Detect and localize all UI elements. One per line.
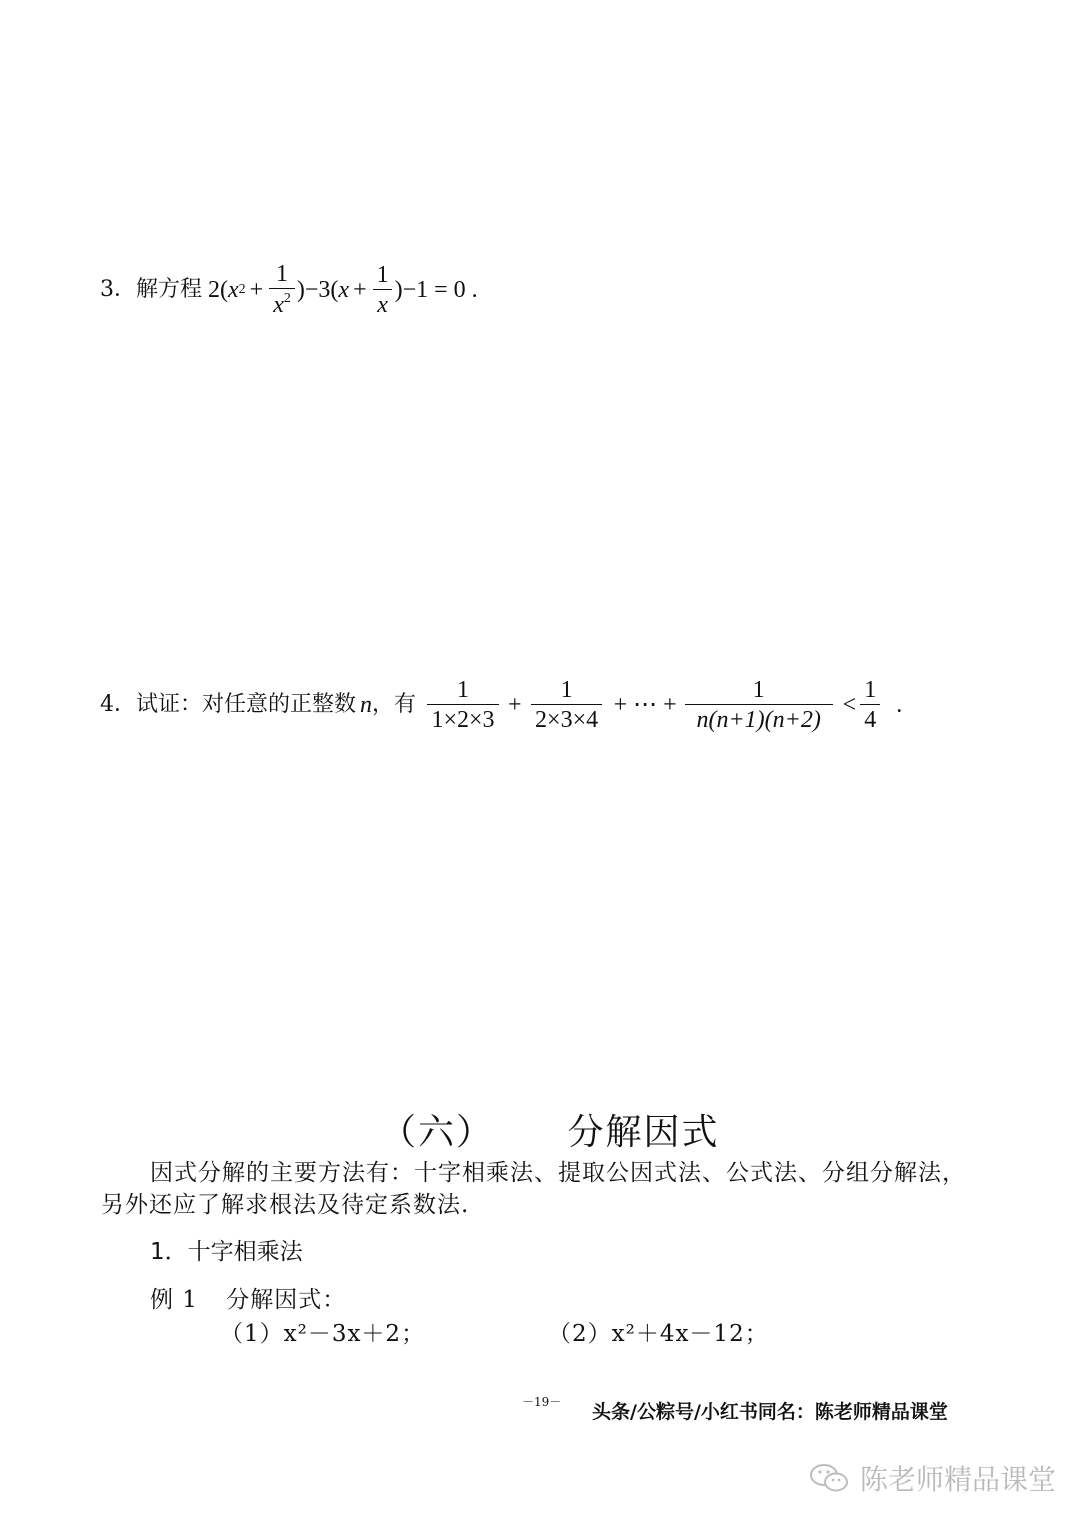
- variable-n: n: [360, 692, 373, 718]
- problem-number: 4．: [100, 692, 136, 717]
- fraction: [528, 678, 606, 732]
- fraction: [373, 263, 393, 317]
- fraction-numerator: 1: [276, 261, 289, 287]
- fraction-numerator: 1: [752, 677, 765, 703]
- eq-part: )−3(: [296, 276, 339, 303]
- eq-op: +: [353, 276, 367, 303]
- eq-exponent: 2: [238, 281, 246, 297]
- fraction-denominator: x: [373, 289, 392, 317]
- intro-line-1: 因式分解的主要方法有：十字相乘法、提取公因式法、公式法、分组分解法，: [150, 1160, 966, 1186]
- eq-op: +: [249, 276, 264, 303]
- eq-op: + ⋯ +: [613, 692, 677, 718]
- example-label: 例 1: [150, 1287, 198, 1313]
- page-number: －19－: [522, 1395, 562, 1409]
- fraction-denominator: 4: [860, 704, 880, 732]
- example-1: [150, 1281, 346, 1314]
- intro-line-2: 另外还应了解求根法及待定系数法.: [101, 1192, 470, 1218]
- footer-brand: 头条/公粽号/小红书同名：陈老师精品课堂: [592, 1401, 948, 1423]
- fraction-denominator: 2×3×4: [531, 704, 602, 732]
- problem-3: [100, 262, 478, 317]
- fraction-numerator: 1: [457, 677, 470, 703]
- eq-var: x: [273, 292, 284, 318]
- eq-exponent: 2: [283, 291, 291, 306]
- subsection-heading: 1．十字相乘法: [150, 1239, 303, 1265]
- fraction-numerator: 1: [864, 677, 877, 703]
- fraction: [860, 678, 880, 732]
- wechat-icon: [808, 1461, 852, 1495]
- section-title: [380, 1104, 719, 1155]
- fraction-denominator: n(n+1)(n+2): [685, 704, 833, 732]
- eq-op: <: [842, 692, 857, 718]
- example-text: 分解因式：: [226, 1287, 347, 1313]
- fraction-denominator: [269, 288, 295, 317]
- fraction: [685, 678, 833, 732]
- section-number: （六）: [380, 1112, 495, 1153]
- eq-part: )−1 = 0 .: [394, 276, 478, 303]
- eq-var: x: [228, 276, 239, 303]
- fraction-denominator: 1×2×3: [427, 704, 498, 732]
- inequality: [422, 678, 902, 732]
- eq-part: 2(: [208, 276, 229, 303]
- problem-lead-text: 试证：对任意的正整数: [136, 692, 357, 717]
- eq-var: x: [338, 276, 350, 303]
- example-item-1: （1）x²－3x＋2；: [220, 1321, 426, 1347]
- watermark-text: 陈老师精品课堂: [860, 1463, 1057, 1496]
- fraction-numerator: 1: [560, 677, 573, 703]
- section-title-text: 分解因式: [567, 1112, 720, 1153]
- fraction: [269, 262, 295, 317]
- problem-lead-text: ，有: [372, 692, 417, 717]
- equation: [208, 262, 478, 317]
- problem-4: [100, 678, 902, 732]
- fraction: [424, 678, 502, 732]
- problem-lead-text: 解方程: [136, 276, 203, 302]
- fraction-numerator: 1: [376, 261, 389, 288]
- problem-number: 3．: [100, 276, 136, 302]
- eq-op: +: [508, 692, 522, 718]
- watermark: [808, 1458, 1056, 1498]
- example-item-2: （2）x²＋4x－12；: [548, 1321, 769, 1347]
- eq-part: .: [896, 692, 903, 718]
